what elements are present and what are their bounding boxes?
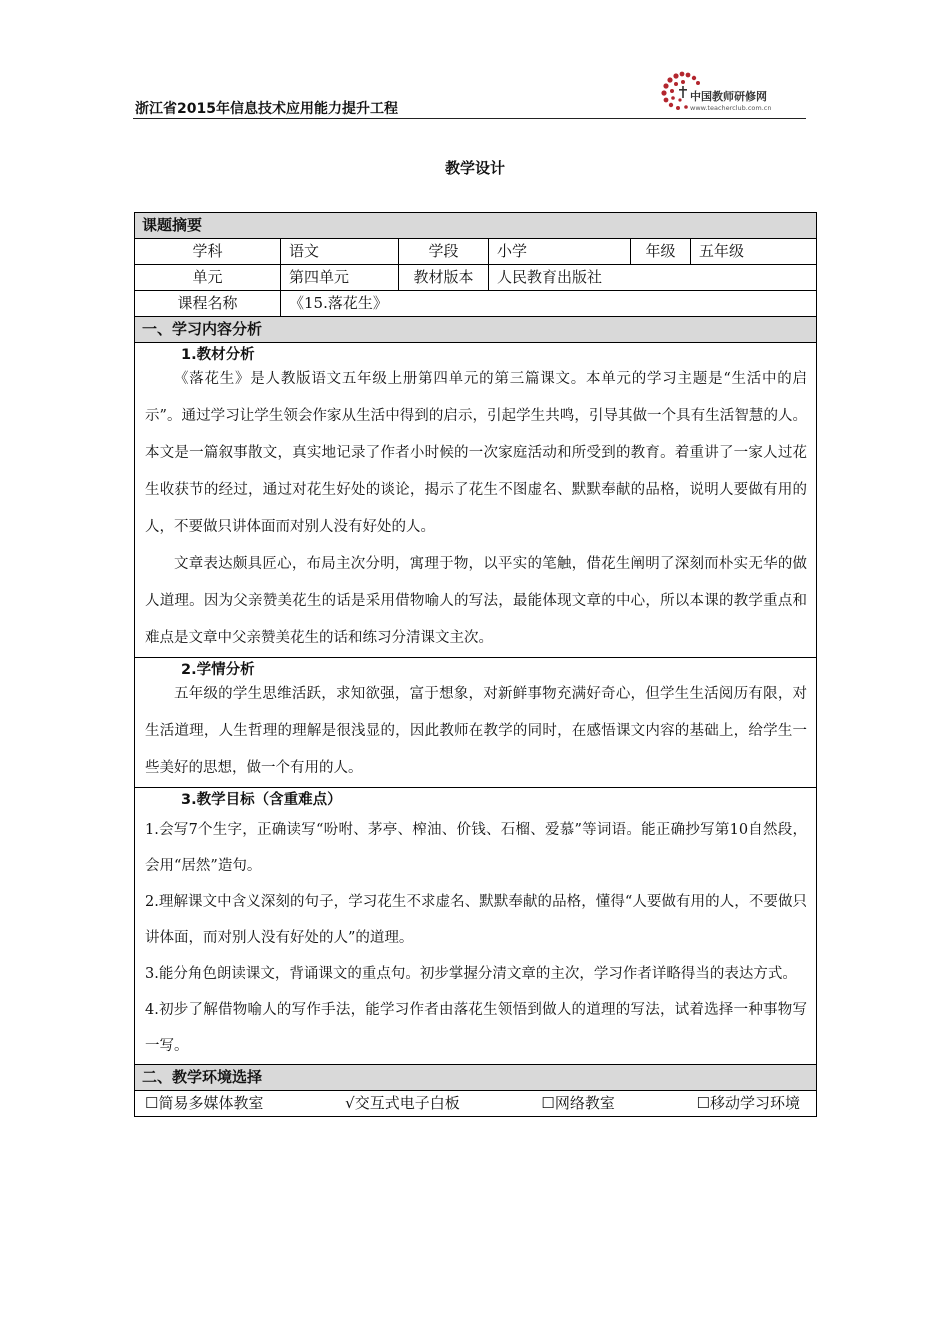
subject-label: 学科 xyxy=(135,239,281,265)
header-title: 浙江省2015年信息技术应用能力提升工程 xyxy=(135,101,398,117)
grade-label: 年级 xyxy=(631,239,691,265)
logo-name: 中国教师研修网 xyxy=(690,90,767,103)
material-paragraph-1: 《落花生》是人教版语文五年级上册第四单元的第三篇课文。本单元的学习主题是“生活中的启示”。通过学习让学生领会作家从生活中得到的启示，引起学生共鸣，引导其做一个具有生活智慧的人。本文是一篇叙事散文，真实地记录了作者小时候的一次家庭活动和所受到的教育。着重讲了一家人过花生收获节的经过，通过对花生好处的谈论，揭示了花生不图虚名、默默奉献的品格，说明人要做有用的人，不要做只讲体面而对别人没有好处的人。 xyxy=(145,371,808,535)
grade-value: 五年级 xyxy=(691,239,817,265)
material-analysis-heading: 1.教材分析 xyxy=(181,347,255,363)
unit-value: 第四单元 xyxy=(281,265,399,291)
material-paragraph-2: 文章表达颇具匠心，布局主次分明，寓理于物，以平实的笔触，借花生阐明了深刻而朴实无华的做人道理。因为父亲赞美花生的话是采用借物喻人的写法，最能体现文章的中心，所以本课的教学重点和难点是文章中父亲赞美花生的话和练习分清课文主次。 xyxy=(145,556,808,646)
logo-url: www.teacherclub.com.cn xyxy=(690,104,772,112)
edition-value: 人民教育出版社 xyxy=(489,265,817,291)
course-value: 《15.落花生》 xyxy=(281,291,817,317)
edition-label: 教材版本 xyxy=(399,265,489,291)
document-title: 教学设计 xyxy=(444,159,505,177)
section2-heading: 二、教学环境选择 xyxy=(135,1065,817,1091)
goal-item-2: 2.理解课文中含义深刻的句子，学习花生不求虚名、默默奉献的品格，懂得“人要做有用的人，不要做只讲体面，而对别人没有好处的人”的道理。 xyxy=(145,894,808,946)
learner-analysis-heading: 2.学情分析 xyxy=(181,662,255,678)
stage-value: 小学 xyxy=(489,239,631,265)
lesson-design-table xyxy=(134,212,817,1117)
goal-item-3: 3.能分角色朗读课文，背诵课文的重点句。初步掌握分清文章的主次，学习作者详略得当的表达方式。 xyxy=(145,966,797,982)
env-option-mobile-learning[interactable]: ☐移动学习环境 xyxy=(696,1094,801,1112)
env-option-interactive-whiteboard[interactable]: √交互式电子白板 xyxy=(345,1094,460,1112)
header-divider xyxy=(133,118,806,119)
subject-value: 语文 xyxy=(281,239,399,265)
environment-options-cell xyxy=(135,1091,817,1117)
env-option-simple-multimedia[interactable]: ☐简易多媒体教室 xyxy=(145,1094,264,1112)
summary-heading: 课题摘要 xyxy=(135,213,817,239)
material-analysis-cell xyxy=(135,343,817,658)
teaching-goals-cell xyxy=(135,788,817,1065)
section1-heading: 一、学习内容分析 xyxy=(135,317,817,343)
unit-label: 单元 xyxy=(135,265,281,291)
learner-analysis-cell xyxy=(135,658,817,788)
course-label: 课程名称 xyxy=(135,291,281,317)
stage-label: 学段 xyxy=(399,239,489,265)
teaching-goals-heading: 3.教学目标（含重难点） xyxy=(181,792,342,808)
learner-paragraph-1: 五年级的学生思维活跃，求知欲强，富于想象，对新鲜事物充满好奇心，但学生生活阅历有限，对生活道理，人生哲理的理解是很浅显的，因此教师在教学的同时，在感悟课文内容的基础上，给学生一些美好的思想，做一个有用的人。 xyxy=(145,686,808,776)
env-option-network-classroom[interactable]: ☐网络教室 xyxy=(541,1094,615,1112)
goal-item-4: 4.初步了解借物喻人的写作手法，能学习作者由落花生领悟到做人的道理的写法，试着选择一种事物写一写。 xyxy=(145,1002,808,1054)
goal-item-1: 1.会写7个生字，正确读写“吩咐、茅亭、榨油、价钱、石榴、爱慕”等词语。能正确抄写第10自然段，会用“居然”造句。 xyxy=(145,822,808,874)
